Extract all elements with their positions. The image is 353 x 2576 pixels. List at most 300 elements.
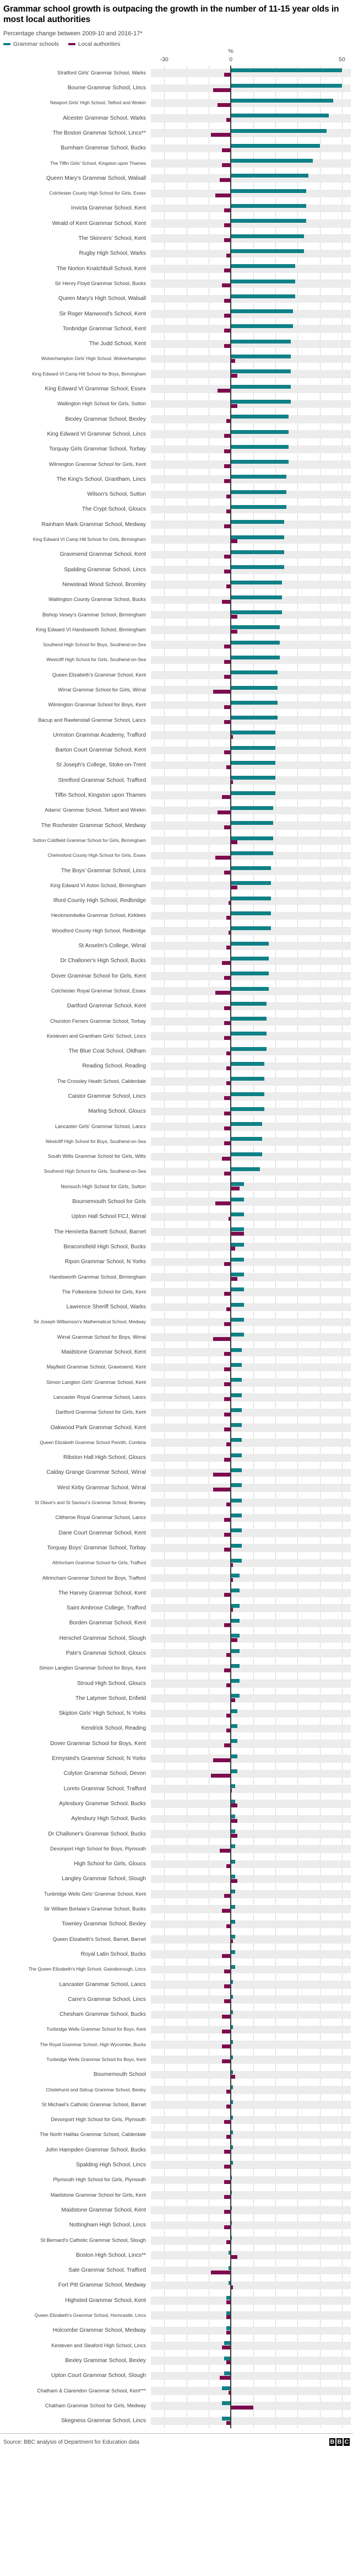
chart-row [0,1465,353,1480]
bar-local-authority [226,946,231,949]
row-band [151,1890,351,1898]
row-label: Newstead Wood School, Bromley [62,581,146,588]
row-band [151,1514,351,1522]
row-label: Sutton Coldfield Grammar School for Girls, Birmingham [32,837,146,843]
row-band [151,1273,351,1281]
chart-row [0,2127,353,2142]
chart-row [0,938,353,953]
chart-row [0,2188,353,2203]
bar-local-authority [224,570,231,573]
bar-local-authority [224,1006,231,1010]
chart-row [0,668,353,683]
row-band [151,1679,351,1688]
row-label: Bournemouth School for Girls [72,1199,146,1205]
bar-grammar-school [231,926,271,930]
row-band [151,2071,351,2079]
chart-row [0,171,353,186]
bar-grammar-school [231,2236,232,2240]
bar-grammar-school [231,1995,233,1999]
bar-grammar-school [231,1890,235,1893]
bar-grammar-school [231,776,275,780]
row-label: West Kirby Grammar School, Wirral [57,1484,146,1491]
bar-grammar-school [231,1829,235,1833]
row-band [151,1499,351,1507]
bar-grammar-school [231,1724,237,1728]
bar-grammar-school [231,1588,240,1592]
bar-grammar-school [231,686,278,690]
chart-row [0,1059,353,1074]
row-label: St Joseph's College, Stoke-on-Trent [56,762,146,769]
bar-local-authority [224,449,231,453]
bar-local-authority [231,1578,233,1582]
bar-grammar-school [231,2130,233,2134]
bar-local-authority [231,886,237,889]
bar-local-authority [220,2376,231,2380]
bar-local-authority [222,1157,231,1161]
bar-grammar-school [231,264,295,268]
row-band [151,1995,351,2004]
chart-row [0,231,353,246]
chart-row [0,2112,353,2127]
row-label: The Norton Knatchbull School, Kent [57,265,146,272]
chart-row [0,622,353,637]
row-band [151,1574,351,1582]
bar-grammar-school [231,1483,242,1487]
bar-grammar-school [224,2357,231,2360]
row-band [151,2372,351,2380]
bar-grammar-school [231,520,284,524]
bar-grammar-school [231,2085,233,2089]
row-label: Chatham Grammar School for Girls, Medway [45,2402,146,2408]
bar-local-authority [224,1126,231,1130]
row-label: Aylesbury Grammar School, Bucks [59,1800,146,1807]
row-label: Queen Elizabeth's Grammar School, Kent [52,672,146,678]
bbc-logo-letter-c: C [344,2439,349,2446]
bar-local-authority [231,1819,237,1823]
bar-local-authority [231,2255,237,2259]
bar-local-authority [231,840,237,844]
row-band [151,1378,351,1387]
bar-local-authority [224,2210,231,2214]
chart-row [0,1149,353,1164]
chart-row [0,2172,353,2187]
bar-local-authority [226,1714,231,1718]
chart-row [0,291,353,306]
chart-row [0,1375,353,1390]
chart-legend [3,41,350,47]
row-band [151,1815,351,1823]
bar-grammar-school [231,1694,240,1698]
bar-local-authority [231,1939,233,1943]
row-label: The Skinners' School, Kent [78,235,146,242]
row-label: Royal Latin School, Bucks [80,1951,146,1957]
row-band [151,1770,351,1778]
chart-row [0,833,353,848]
bar-local-authority [224,208,231,212]
bar-local-authority [224,2120,231,2124]
bar-local-authority [231,1698,235,1702]
row-band [151,1544,351,1552]
bar-local-authority [213,88,231,92]
chart-row [0,878,353,893]
bar-local-authority [222,961,231,965]
bar-local-authority [224,464,231,468]
row-label: Bournemouth School [93,2071,146,2078]
row-label: St Michael's Catholic Grammar School, Barnet [41,2101,146,2107]
bar-grammar-school [231,2191,232,2194]
bar-grammar-school [231,2176,232,2180]
bar-local-authority [222,163,231,167]
bar-local-authority [224,1743,231,1747]
row-label: Dover Grammar School for Girls, Kent [51,973,146,979]
row-band [151,2101,351,2109]
row-band [151,1439,351,1447]
chart-row [0,1526,353,1541]
bar-local-authority [231,780,233,784]
bar-local-authority [224,1413,231,1416]
bar-grammar-school [222,2417,231,2421]
row-band [151,2161,351,2169]
row-label: Queen Elizabeth Grammar School Penrith, Cumbria [40,1439,146,1445]
bar-grammar-school [231,1167,259,1171]
bar-local-authority [224,1322,231,1326]
bar-local-authority [211,2271,231,2274]
row-label: Alcester Grammar School, Warks [63,115,146,121]
chart-header [0,0,353,47]
row-label: Heckmondwike Grammar School, Kirklees [51,913,146,919]
row-label: Reading School, Reading [82,1063,146,1070]
row-label: Maidstone Grammar School for Girls, Kent [50,2192,146,2198]
bar-grammar-school [231,1107,264,1111]
bar-local-authority [231,1879,237,1883]
row-label: Watlington County Grammar School, Bucks [48,597,146,603]
bar-local-authority [231,1834,237,1838]
row-label: Ilford County High School, Redbridge [53,898,146,904]
row-label: King Edward VI Aston School, Birmingham [50,882,146,888]
chart-row [0,156,353,171]
row-label: Altrincham Grammar School for Boys, Trafford [42,1575,146,1581]
bar-grammar-school [231,1528,242,1532]
chart-row [0,713,353,728]
chart-row [0,592,353,607]
row-label: The Queen Elizabeth's High School, Gainsborough, Lincs [28,1966,146,1972]
bar-local-authority [224,2225,231,2229]
bar-grammar-school [231,610,282,614]
chart-row [0,953,353,968]
row-band [151,1484,351,1492]
bar-grammar-school [231,159,313,163]
bar-local-authority [226,2090,231,2094]
chart-row [0,141,353,155]
bar-grammar-school [231,1318,244,1322]
row-label: Kendrick School, Reading [81,1725,146,1732]
row-label: Borden Grammar School, Kent [69,1620,146,1627]
row-band [151,2146,351,2154]
chart-row [0,1314,353,1329]
chart-row [0,472,353,487]
bar-grammar-school [224,2371,231,2375]
chart-row [0,517,353,532]
chart-row [0,984,353,999]
row-label: Beaconsfield High School, Bucks [63,1243,146,1250]
bar-local-authority [215,856,231,860]
bar-local-authority [229,2391,231,2395]
bar-local-authority [231,1638,237,1642]
row-band [151,1213,351,1221]
row-label: Kesteven and Sleaford High School, Lincs [51,2342,146,2348]
axis-unit-label: % [228,47,233,55]
chart-row [0,1254,353,1269]
bar-local-authority [226,2315,231,2319]
axis-tick-2: 50 [339,56,345,63]
row-band [151,2041,351,2049]
row-band [151,1950,351,1958]
bar-local-authority [226,1729,231,1732]
row-label: Bexley Grammar School, Bexley [65,416,146,422]
axis-tick-0: -30 [160,56,169,63]
bar-local-authority [224,1894,231,1898]
bar-grammar-school [231,99,333,103]
bar-grammar-school [231,821,273,825]
row-band [151,1243,351,1251]
row-label: Colchester County High School for Girls, Essex [49,190,146,196]
row-label: Nottingham High School, Lincs [69,2222,146,2229]
row-label: Langley Grammar School, Slough [62,1876,146,1882]
legend-item-local-authorities [68,41,120,47]
row-label: The North Halifax Grammar School, Calderdale [39,2132,146,2138]
bar-local-authority [224,269,231,272]
row-band [151,2251,351,2260]
bar-local-authority [224,1112,231,1115]
bar-grammar-school [231,1227,244,1231]
bar-local-authority [224,645,231,648]
chart-row [0,969,353,984]
row-label: The Rochester Grammar School, Medway [41,822,146,829]
bar-local-authority [220,178,231,182]
chart-row [0,2083,353,2097]
row-band [151,2086,351,2094]
legend-label-grammar: Grammar schools [13,40,59,47]
bar-local-authority [224,555,231,559]
bar-grammar-school [231,1273,244,1276]
bar-grammar-school [231,716,278,720]
row-label: Wilmington Grammar School for Boys, Kent [48,702,146,708]
row-label: Barton Court Grammar School, Kent [55,747,146,754]
bar-grammar-school [231,1815,235,1818]
row-band [151,1529,351,1537]
bar-local-authority [222,600,231,604]
chart-row [0,1435,353,1450]
bar-local-authority [231,630,237,634]
row-band [151,1424,351,1432]
chart-row [0,1345,353,1360]
chart-row [0,1014,353,1029]
row-band [151,1228,351,1236]
bar-local-authority [224,434,231,438]
row-label: Calday Grange Grammar School, Wirral [46,1469,146,1476]
row-band [151,1725,351,1733]
bar-grammar-school [231,1649,240,1653]
chart-row [0,1992,353,2007]
bar-grammar-school [231,625,280,629]
row-label: The Judd School, Kent [89,341,146,347]
chart-row [0,1781,353,1796]
chart-row [0,80,353,95]
row-label: Altrincham Grammar School for Girls, Trafford [52,1560,146,1566]
bar-grammar-school [231,219,306,223]
row-band [151,1966,351,1974]
chart-row [0,261,353,276]
row-label: Queen Mary's Grammar School, Walsall [46,175,146,181]
chart-row [0,652,353,667]
row-label: John Hampden Grammar School, Bucks [45,2146,146,2153]
chart-row [0,427,353,442]
bar-grammar-school [231,1664,240,1668]
bar-grammar-school [231,836,273,840]
bar-grammar-school [231,114,328,117]
bar-grammar-school [231,881,271,885]
bar-grammar-school [231,249,304,253]
bar-local-authority [231,374,237,378]
row-band [151,1634,351,1643]
bar-local-authority [213,1488,231,1491]
bar-local-authority [222,1909,231,1913]
bar-local-authority [224,660,231,664]
bar-grammar-school [231,204,306,208]
row-label: The Folkestone School for Girls, Kent [62,1289,146,1295]
row-label: The Henrietta Barnett School, Barnet [53,1228,146,1235]
chart-row [0,893,353,908]
bar-local-authority [224,1262,231,1266]
bar-local-authority [224,1984,231,1988]
row-band [151,2327,351,2335]
chart-row [0,1947,353,1962]
row-label: Holcombe Grammar School, Medway [52,2327,146,2334]
bar-local-authority [226,118,231,122]
row-band [151,2417,351,2425]
bar-grammar-school [231,415,289,418]
row-label: The King's School, Grantham, Lincs [56,476,146,482]
row-band [151,1845,351,1853]
bar-local-authority [229,931,231,935]
bar-local-authority [226,1307,231,1311]
bar-local-authority [222,2015,231,2019]
row-label: High School for Girls, Gloucs [74,1861,146,1867]
bar-local-authority [226,1502,231,1506]
row-label: Colchester Royal Grammar School, Essex [51,988,146,994]
bar-grammar-school [224,2341,231,2345]
chart-row [0,2278,353,2293]
bar-grammar-school [231,2056,233,2059]
row-band [151,1860,351,1869]
bar-grammar-school [231,2025,233,2029]
bar-grammar-school [231,866,271,870]
bar-local-authority [226,1864,231,1868]
chart-row [0,2052,353,2067]
chart-row [0,2413,353,2428]
chart-row [0,382,353,396]
bar-local-authority [226,2105,231,2108]
bar-local-authority [226,2421,231,2425]
row-label: St Bernard's Catholic Grammar School, Slough [40,2237,146,2243]
chart-row [0,1827,353,1842]
bar-grammar-school [231,1769,237,1773]
bar-grammar-school [231,565,284,569]
row-label: Wirral Grammar School for Boys, Wirral [57,1334,146,1340]
chart-row [0,321,353,336]
chart-row [0,2338,353,2353]
bar-grammar-school [231,1047,267,1051]
bar-local-authority [226,1066,231,1070]
bar-grammar-school [231,174,308,178]
row-label: Dane Court Grammar School, Kent [58,1530,146,1536]
bar-local-authority [224,1969,231,1973]
chart-row [0,908,353,923]
bbc-logo-letter-b1: B [330,2439,335,2446]
row-band [151,2267,351,2275]
chart-row [0,2097,353,2112]
bar-local-authority [231,615,237,619]
row-label: Highsted Grammar School, Kent [65,2297,146,2304]
chart-row [0,1405,353,1420]
row-label: Sir Roger Manwood's School, Kent [59,310,146,317]
row-band [151,1800,351,1808]
bar-grammar-school [231,897,271,900]
bar-grammar-school [231,2145,233,2149]
bar-local-authority [224,976,231,980]
bbc-logo [329,2438,350,2446]
row-label: Loreto Grammar School, Trafford [63,1785,146,1792]
row-label: Dartford Grammar School for Girls, Kent [56,1409,146,1415]
bar-local-authority [226,254,231,257]
bar-grammar-school [231,641,280,645]
chart-row [0,2218,353,2232]
chart-plot-area [0,66,353,2429]
bar-local-authority [218,389,231,393]
chart-row [0,1390,353,1405]
row-band [151,1288,351,1296]
chart-row [0,1285,353,1300]
bar-grammar-school [231,1709,237,1713]
bar-grammar-school [231,1152,262,1156]
row-label: The Boston Grammar School, Lincs** [52,130,146,136]
chart-row [0,1932,353,1947]
bar-grammar-school [231,791,275,795]
chart-row [0,1194,353,1209]
bar-grammar-school [231,670,278,674]
chart-row [0,1586,353,1601]
bar-grammar-school [231,1499,242,1502]
bar-grammar-school [231,1784,235,1788]
row-band [151,1364,351,1372]
row-label: Plymouth High School for Girls, Plymouth [53,2177,146,2183]
bar-grammar-school [231,1333,244,1337]
bar-grammar-school [231,1363,242,1367]
chart-row [0,924,353,938]
row-band [151,1454,351,1462]
bbc-logo-letter-b2: B [337,2439,342,2446]
bar-local-authority [224,1172,231,1176]
bar-grammar-school [231,1800,235,1804]
chart-row [0,2308,353,2323]
bar-grammar-school [231,1604,240,1608]
bar-local-authority [226,2240,231,2244]
chart-row [0,683,353,697]
row-label: Aylesbury High School, Bucks [71,1816,146,1822]
row-band [151,1318,351,1327]
row-label: Weald of Kent Grammar School, Kent [52,220,146,227]
row-band [151,1393,351,1402]
